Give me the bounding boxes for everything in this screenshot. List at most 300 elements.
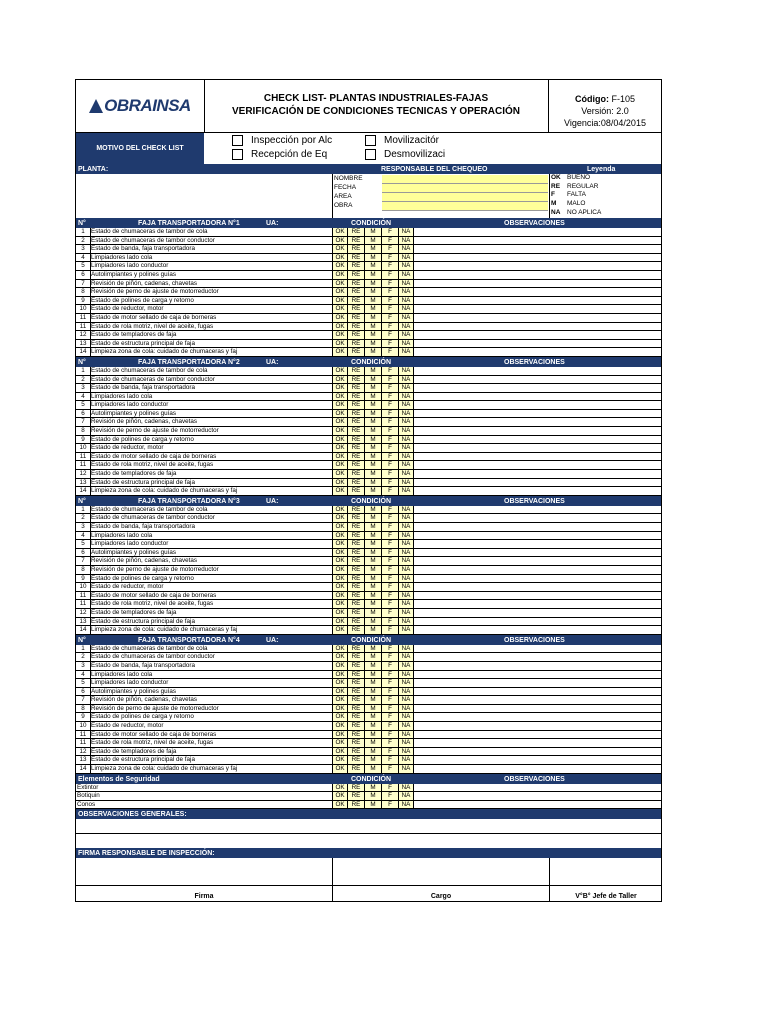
condition-re-cell[interactable]: RE	[347, 453, 364, 461]
observation-cell[interactable]	[413, 645, 661, 653]
condition-na-cell[interactable]: NA	[398, 314, 413, 322]
condition-f-cell[interactable]: F	[381, 645, 398, 653]
condition-f-cell[interactable]: F	[381, 765, 398, 773]
condition-f-cell[interactable]: F	[381, 384, 398, 392]
condition-m-cell[interactable]: M	[364, 348, 381, 356]
condition-ok-cell[interactable]: OK	[332, 331, 347, 339]
condition-ok-cell[interactable]: OK	[332, 523, 347, 531]
condition-re-cell[interactable]: RE	[347, 393, 364, 401]
condition-f-cell[interactable]: F	[381, 314, 398, 322]
condition-m-cell[interactable]: M	[364, 662, 381, 670]
condition-f-cell[interactable]: F	[381, 376, 398, 384]
observation-cell[interactable]	[413, 731, 661, 739]
condition-ok-cell[interactable]: OK	[332, 679, 347, 687]
option-inspeccion[interactable]	[232, 135, 332, 146]
condition-f-cell[interactable]: F	[381, 566, 398, 574]
observation-cell[interactable]	[413, 305, 661, 313]
condition-ok-cell[interactable]: OK	[332, 626, 347, 634]
condition-m-cell[interactable]: M	[364, 331, 381, 339]
condition-f-cell[interactable]: F	[381, 514, 398, 522]
condition-na-cell[interactable]: NA	[398, 453, 413, 461]
condition-f-cell[interactable]: F	[381, 245, 398, 253]
condition-m-cell[interactable]: M	[364, 739, 381, 747]
condition-ok-cell[interactable]: OK	[332, 739, 347, 747]
condition-ok-cell[interactable]: OK	[332, 254, 347, 262]
condition-re-cell[interactable]: RE	[347, 401, 364, 409]
condition-m-cell[interactable]: M	[364, 401, 381, 409]
condition-re-cell[interactable]: RE	[347, 722, 364, 730]
condition-re-cell[interactable]: RE	[347, 376, 364, 384]
condition-re-cell[interactable]: RE	[347, 653, 364, 661]
observation-cell[interactable]	[413, 739, 661, 747]
condition-na-cell[interactable]: NA	[398, 340, 413, 348]
observation-cell[interactable]	[413, 600, 661, 608]
condition-ok-cell[interactable]: OK	[332, 514, 347, 522]
condition-na-cell[interactable]: NA	[398, 523, 413, 531]
condition-f-cell[interactable]: F	[381, 506, 398, 514]
condition-f-cell[interactable]: F	[381, 444, 398, 452]
condition-ok-cell[interactable]: OK	[332, 662, 347, 670]
condition-na-cell[interactable]: NA	[398, 549, 413, 557]
condition-re-cell[interactable]: RE	[347, 662, 364, 670]
condition-m-cell[interactable]: M	[364, 801, 381, 809]
condition-na-cell[interactable]: NA	[398, 679, 413, 687]
condition-re-cell[interactable]: RE	[347, 671, 364, 679]
condition-m-cell[interactable]: M	[364, 784, 381, 792]
condition-re-cell[interactable]: RE	[347, 514, 364, 522]
condition-f-cell[interactable]: F	[381, 323, 398, 331]
observation-cell[interactable]	[413, 340, 661, 348]
condition-re-cell[interactable]: RE	[347, 245, 364, 253]
condition-f-cell[interactable]: F	[381, 254, 398, 262]
condition-ok-cell[interactable]: OK	[332, 323, 347, 331]
condition-f-cell[interactable]: F	[381, 557, 398, 565]
condition-ok-cell[interactable]: OK	[332, 461, 347, 469]
condition-f-cell[interactable]: F	[381, 653, 398, 661]
condition-m-cell[interactable]: M	[364, 765, 381, 773]
condition-na-cell[interactable]: NA	[398, 280, 413, 288]
condition-f-cell[interactable]: F	[381, 470, 398, 478]
condition-re-cell[interactable]: RE	[347, 679, 364, 687]
condition-re-cell[interactable]: RE	[347, 748, 364, 756]
condition-re-cell[interactable]: RE	[347, 436, 364, 444]
condition-ok-cell[interactable]: OK	[332, 393, 347, 401]
condition-f-cell[interactable]: F	[381, 756, 398, 764]
condition-m-cell[interactable]: M	[364, 297, 381, 305]
condition-f-cell[interactable]: F	[381, 748, 398, 756]
condition-ok-cell[interactable]: OK	[332, 280, 347, 288]
condition-ok-cell[interactable]: OK	[332, 540, 347, 548]
observation-cell[interactable]	[413, 662, 661, 670]
condition-ok-cell[interactable]: OK	[332, 376, 347, 384]
condition-re-cell[interactable]: RE	[347, 756, 364, 764]
condition-ok-cell[interactable]: OK	[332, 532, 347, 540]
condition-m-cell[interactable]: M	[364, 376, 381, 384]
condition-m-cell[interactable]: M	[364, 653, 381, 661]
observation-cell[interactable]	[413, 367, 661, 375]
condition-ok-cell[interactable]: OK	[332, 314, 347, 322]
condition-m-cell[interactable]: M	[364, 436, 381, 444]
condition-na-cell[interactable]: NA	[398, 645, 413, 653]
condition-f-cell[interactable]: F	[381, 393, 398, 401]
condition-f-cell[interactable]: F	[381, 348, 398, 356]
condition-re-cell[interactable]: RE	[347, 705, 364, 713]
obra-input[interactable]	[382, 202, 548, 211]
condition-re-cell[interactable]: RE	[347, 566, 364, 574]
condition-m-cell[interactable]: M	[364, 532, 381, 540]
condition-f-cell[interactable]: F	[381, 688, 398, 696]
condition-f-cell[interactable]: F	[381, 662, 398, 670]
condition-ok-cell[interactable]: OK	[332, 592, 347, 600]
condition-f-cell[interactable]: F	[381, 367, 398, 375]
condition-ok-cell[interactable]: OK	[332, 731, 347, 739]
condition-na-cell[interactable]: NA	[398, 662, 413, 670]
observation-cell[interactable]	[413, 722, 661, 730]
condition-m-cell[interactable]: M	[364, 237, 381, 245]
condition-ok-cell[interactable]: OK	[332, 688, 347, 696]
observation-cell[interactable]	[413, 314, 661, 322]
condition-re-cell[interactable]: RE	[347, 280, 364, 288]
condition-ok-cell[interactable]: OK	[332, 575, 347, 583]
condition-re-cell[interactable]: RE	[347, 418, 364, 426]
condition-ok-cell[interactable]: OK	[332, 470, 347, 478]
observation-cell[interactable]	[413, 748, 661, 756]
condition-f-cell[interactable]: F	[381, 600, 398, 608]
condition-na-cell[interactable]: NA	[398, 671, 413, 679]
condition-ok-cell[interactable]: OK	[332, 722, 347, 730]
condition-na-cell[interactable]: NA	[398, 254, 413, 262]
condition-m-cell[interactable]: M	[364, 228, 381, 236]
observation-cell[interactable]	[413, 532, 661, 540]
condition-ok-cell[interactable]: OK	[332, 410, 347, 418]
condition-ok-cell[interactable]: OK	[332, 228, 347, 236]
observation-cell[interactable]	[413, 393, 661, 401]
condition-re-cell[interactable]: RE	[347, 739, 364, 747]
condition-na-cell[interactable]: NA	[398, 401, 413, 409]
condition-f-cell[interactable]: F	[381, 671, 398, 679]
option-recepcion[interactable]	[232, 149, 327, 160]
observation-cell[interactable]	[413, 688, 661, 696]
condition-ok-cell[interactable]: OK	[332, 801, 347, 809]
observation-cell[interactable]	[413, 801, 661, 809]
observation-cell[interactable]	[413, 792, 661, 800]
condition-ok-cell[interactable]: OK	[332, 765, 347, 773]
condition-re-cell[interactable]: RE	[347, 792, 364, 800]
condition-na-cell[interactable]: NA	[398, 376, 413, 384]
condition-na-cell[interactable]: NA	[398, 331, 413, 339]
condition-re-cell[interactable]: RE	[347, 297, 364, 305]
condition-re-cell[interactable]: RE	[347, 487, 364, 495]
condition-ok-cell[interactable]: OK	[332, 436, 347, 444]
condition-re-cell[interactable]: RE	[347, 506, 364, 514]
observation-cell[interactable]	[413, 696, 661, 704]
condition-na-cell[interactable]: NA	[398, 626, 413, 634]
condition-na-cell[interactable]: NA	[398, 600, 413, 608]
observation-cell[interactable]	[413, 784, 661, 792]
condition-ok-cell[interactable]: OK	[332, 384, 347, 392]
observation-cell[interactable]	[413, 626, 661, 634]
condition-f-cell[interactable]: F	[381, 436, 398, 444]
condition-re-cell[interactable]: RE	[347, 367, 364, 375]
condition-na-cell[interactable]: NA	[398, 410, 413, 418]
observaciones-generales-input[interactable]	[76, 819, 661, 834]
condition-re-cell[interactable]: RE	[347, 713, 364, 721]
observation-cell[interactable]	[413, 487, 661, 495]
condition-f-cell[interactable]: F	[381, 479, 398, 487]
condition-re-cell[interactable]: RE	[347, 801, 364, 809]
option-desmovilizacion[interactable]	[365, 149, 445, 160]
condition-re-cell[interactable]: RE	[347, 427, 364, 435]
condition-m-cell[interactable]: M	[364, 288, 381, 296]
condition-m-cell[interactable]: M	[364, 696, 381, 704]
condition-na-cell[interactable]: NA	[398, 540, 413, 548]
condition-f-cell[interactable]: F	[381, 271, 398, 279]
condition-f-cell[interactable]: F	[381, 280, 398, 288]
observation-cell[interactable]	[413, 384, 661, 392]
condition-f-cell[interactable]: F	[381, 592, 398, 600]
condition-m-cell[interactable]: M	[364, 254, 381, 262]
condition-na-cell[interactable]: NA	[398, 748, 413, 756]
condition-f-cell[interactable]: F	[381, 618, 398, 626]
condition-m-cell[interactable]: M	[364, 713, 381, 721]
condition-f-cell[interactable]: F	[381, 549, 398, 557]
condition-re-cell[interactable]: RE	[347, 384, 364, 392]
observation-cell[interactable]	[413, 427, 661, 435]
checkbox-inspeccion[interactable]	[232, 135, 243, 146]
condition-na-cell[interactable]: NA	[398, 228, 413, 236]
condition-m-cell[interactable]: M	[364, 245, 381, 253]
observation-cell[interactable]	[413, 436, 661, 444]
condition-m-cell[interactable]: M	[364, 444, 381, 452]
condition-na-cell[interactable]: NA	[398, 722, 413, 730]
condition-re-cell[interactable]: RE	[347, 288, 364, 296]
condition-m-cell[interactable]: M	[364, 645, 381, 653]
observation-cell[interactable]	[413, 297, 661, 305]
condition-m-cell[interactable]: M	[364, 688, 381, 696]
condition-m-cell[interactable]: M	[364, 280, 381, 288]
condition-re-cell[interactable]: RE	[347, 583, 364, 591]
condition-f-cell[interactable]: F	[381, 418, 398, 426]
condition-m-cell[interactable]: M	[364, 566, 381, 574]
condition-ok-cell[interactable]: OK	[332, 453, 347, 461]
condition-f-cell[interactable]: F	[381, 237, 398, 245]
condition-ok-cell[interactable]: OK	[332, 305, 347, 313]
condition-m-cell[interactable]: M	[364, 367, 381, 375]
condition-f-cell[interactable]: F	[381, 784, 398, 792]
condition-m-cell[interactable]: M	[364, 487, 381, 495]
observation-cell[interactable]	[413, 453, 661, 461]
condition-na-cell[interactable]: NA	[398, 461, 413, 469]
condition-na-cell[interactable]: NA	[398, 444, 413, 452]
observation-cell[interactable]	[413, 713, 661, 721]
condition-m-cell[interactable]: M	[364, 626, 381, 634]
condition-m-cell[interactable]: M	[364, 340, 381, 348]
condition-na-cell[interactable]: NA	[398, 245, 413, 253]
condition-re-cell[interactable]: RE	[347, 575, 364, 583]
condition-f-cell[interactable]: F	[381, 801, 398, 809]
condition-m-cell[interactable]: M	[364, 609, 381, 617]
condition-re-cell[interactable]: RE	[347, 410, 364, 418]
condition-na-cell[interactable]: NA	[398, 288, 413, 296]
condition-m-cell[interactable]: M	[364, 453, 381, 461]
condition-na-cell[interactable]: NA	[398, 696, 413, 704]
observation-cell[interactable]	[413, 756, 661, 764]
area-input[interactable]	[382, 193, 548, 202]
condition-m-cell[interactable]: M	[364, 262, 381, 270]
observation-cell[interactable]	[413, 271, 661, 279]
condition-m-cell[interactable]: M	[364, 549, 381, 557]
condition-re-cell[interactable]: RE	[347, 470, 364, 478]
condition-re-cell[interactable]: RE	[347, 305, 364, 313]
condition-f-cell[interactable]: F	[381, 626, 398, 634]
observation-cell[interactable]	[413, 540, 661, 548]
condition-na-cell[interactable]: NA	[398, 583, 413, 591]
condition-re-cell[interactable]: RE	[347, 461, 364, 469]
condition-re-cell[interactable]: RE	[347, 540, 364, 548]
condition-f-cell[interactable]: F	[381, 575, 398, 583]
condition-re-cell[interactable]: RE	[347, 549, 364, 557]
condition-f-cell[interactable]: F	[381, 532, 398, 540]
condition-na-cell[interactable]: NA	[398, 784, 413, 792]
observation-cell[interactable]	[413, 262, 661, 270]
checkbox-recepcion[interactable]	[232, 149, 243, 160]
condition-m-cell[interactable]: M	[364, 418, 381, 426]
condition-f-cell[interactable]: F	[381, 288, 398, 296]
condition-na-cell[interactable]: NA	[398, 237, 413, 245]
condition-ok-cell[interactable]: OK	[332, 645, 347, 653]
fecha-input[interactable]	[382, 184, 548, 193]
observation-cell[interactable]	[413, 765, 661, 773]
condition-m-cell[interactable]: M	[364, 792, 381, 800]
condition-m-cell[interactable]: M	[364, 305, 381, 313]
condition-m-cell[interactable]: M	[364, 583, 381, 591]
observation-cell[interactable]	[413, 254, 661, 262]
condition-na-cell[interactable]: NA	[398, 348, 413, 356]
observation-cell[interactable]	[413, 514, 661, 522]
condition-re-cell[interactable]: RE	[347, 784, 364, 792]
observaciones-generales-input[interactable]	[76, 834, 661, 848]
condition-re-cell[interactable]: RE	[347, 731, 364, 739]
condition-na-cell[interactable]: NA	[398, 532, 413, 540]
condition-f-cell[interactable]: F	[381, 297, 398, 305]
observation-cell[interactable]	[413, 288, 661, 296]
condition-na-cell[interactable]: NA	[398, 688, 413, 696]
observation-cell[interactable]	[413, 679, 661, 687]
condition-na-cell[interactable]: NA	[398, 262, 413, 270]
condition-re-cell[interactable]: RE	[347, 532, 364, 540]
observation-cell[interactable]	[413, 609, 661, 617]
condition-f-cell[interactable]: F	[381, 792, 398, 800]
condition-f-cell[interactable]: F	[381, 722, 398, 730]
condition-ok-cell[interactable]: OK	[332, 297, 347, 305]
condition-m-cell[interactable]: M	[364, 705, 381, 713]
condition-re-cell[interactable]: RE	[347, 331, 364, 339]
condition-m-cell[interactable]: M	[364, 410, 381, 418]
observation-cell[interactable]	[413, 575, 661, 583]
condition-re-cell[interactable]: RE	[347, 340, 364, 348]
condition-re-cell[interactable]: RE	[347, 626, 364, 634]
condition-ok-cell[interactable]: OK	[332, 600, 347, 608]
condition-f-cell[interactable]: F	[381, 262, 398, 270]
condition-ok-cell[interactable]: OK	[332, 566, 347, 574]
condition-m-cell[interactable]: M	[364, 731, 381, 739]
condition-na-cell[interactable]: NA	[398, 713, 413, 721]
observation-cell[interactable]	[413, 618, 661, 626]
condition-m-cell[interactable]: M	[364, 722, 381, 730]
condition-na-cell[interactable]: NA	[398, 731, 413, 739]
condition-m-cell[interactable]: M	[364, 470, 381, 478]
condition-m-cell[interactable]: M	[364, 271, 381, 279]
condition-m-cell[interactable]: M	[364, 748, 381, 756]
condition-ok-cell[interactable]: OK	[332, 748, 347, 756]
condition-ok-cell[interactable]: OK	[332, 618, 347, 626]
condition-f-cell[interactable]: F	[381, 705, 398, 713]
condition-na-cell[interactable]: NA	[398, 801, 413, 809]
condition-na-cell[interactable]: NA	[398, 705, 413, 713]
condition-re-cell[interactable]: RE	[347, 696, 364, 704]
condition-m-cell[interactable]: M	[364, 679, 381, 687]
condition-na-cell[interactable]: NA	[398, 514, 413, 522]
condition-f-cell[interactable]: F	[381, 679, 398, 687]
condition-na-cell[interactable]: NA	[398, 792, 413, 800]
observation-cell[interactable]	[413, 506, 661, 514]
observation-cell[interactable]	[413, 461, 661, 469]
condition-ok-cell[interactable]: OK	[332, 367, 347, 375]
condition-re-cell[interactable]: RE	[347, 557, 364, 565]
condition-f-cell[interactable]: F	[381, 305, 398, 313]
condition-ok-cell[interactable]: OK	[332, 713, 347, 721]
condition-ok-cell[interactable]: OK	[332, 245, 347, 253]
condition-na-cell[interactable]: NA	[398, 470, 413, 478]
condition-f-cell[interactable]: F	[381, 228, 398, 236]
condition-ok-cell[interactable]: OK	[332, 756, 347, 764]
observation-cell[interactable]	[413, 228, 661, 236]
condition-na-cell[interactable]: NA	[398, 427, 413, 435]
condition-na-cell[interactable]: NA	[398, 367, 413, 375]
condition-ok-cell[interactable]: OK	[332, 609, 347, 617]
observation-cell[interactable]	[413, 653, 661, 661]
condition-na-cell[interactable]: NA	[398, 618, 413, 626]
condition-m-cell[interactable]: M	[364, 575, 381, 583]
condition-m-cell[interactable]: M	[364, 618, 381, 626]
condition-m-cell[interactable]: M	[364, 427, 381, 435]
observation-cell[interactable]	[413, 348, 661, 356]
condition-na-cell[interactable]: NA	[398, 479, 413, 487]
condition-na-cell[interactable]: NA	[398, 436, 413, 444]
condition-ok-cell[interactable]: OK	[332, 401, 347, 409]
condition-re-cell[interactable]: RE	[347, 645, 364, 653]
observation-cell[interactable]	[413, 557, 661, 565]
condition-m-cell[interactable]: M	[364, 600, 381, 608]
condition-re-cell[interactable]: RE	[347, 688, 364, 696]
condition-ok-cell[interactable]: OK	[332, 262, 347, 270]
observation-cell[interactable]	[413, 479, 661, 487]
condition-f-cell[interactable]: F	[381, 523, 398, 531]
condition-na-cell[interactable]: NA	[398, 384, 413, 392]
condition-f-cell[interactable]: F	[381, 739, 398, 747]
condition-re-cell[interactable]: RE	[347, 523, 364, 531]
condition-re-cell[interactable]: RE	[347, 323, 364, 331]
observation-cell[interactable]	[413, 470, 661, 478]
condition-ok-cell[interactable]: OK	[332, 288, 347, 296]
condition-na-cell[interactable]: NA	[398, 271, 413, 279]
condition-re-cell[interactable]: RE	[347, 262, 364, 270]
condition-na-cell[interactable]: NA	[398, 575, 413, 583]
condition-f-cell[interactable]: F	[381, 340, 398, 348]
condition-ok-cell[interactable]: OK	[332, 705, 347, 713]
observation-cell[interactable]	[413, 705, 661, 713]
condition-na-cell[interactable]: NA	[398, 557, 413, 565]
